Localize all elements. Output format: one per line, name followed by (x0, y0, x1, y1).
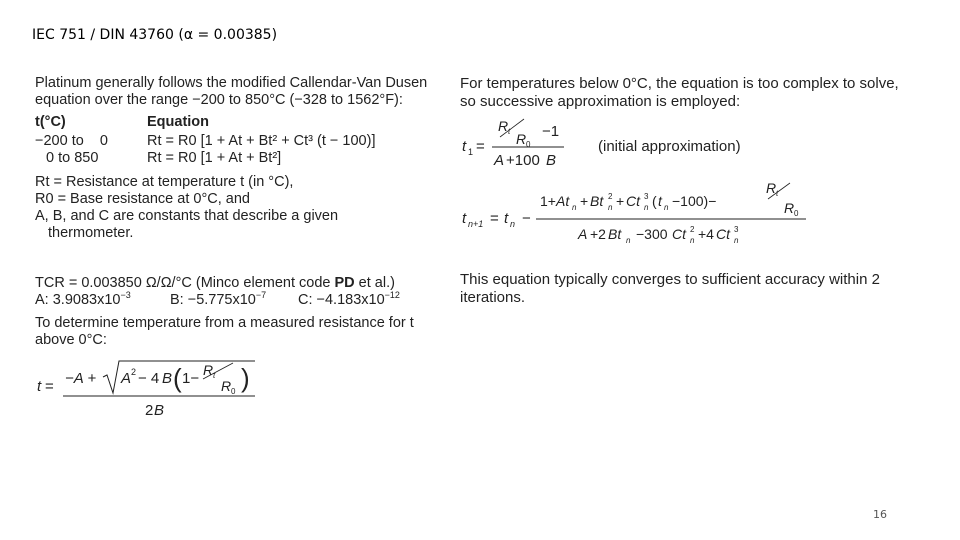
definition-item: Rt = Resistance at temperature t (in °C), (35, 174, 294, 190)
approximation-formulas (460, 111, 900, 261)
coef-b: B: −5.775x10 (170, 292, 256, 308)
svg-text:3: 3 (644, 192, 649, 201)
svg-text:n: n (510, 219, 516, 229)
svg-text:−100)−: −100)− (672, 193, 717, 209)
svg-text:Ct: Ct (626, 193, 640, 209)
svg-text:R: R (516, 131, 527, 147)
svg-text:(: ( (652, 193, 657, 209)
svg-text:t: t (508, 127, 511, 136)
svg-text:n: n (626, 236, 631, 245)
conclusion-text: This equation typically converges to sufficient accuracy within 2 iterations. (460, 271, 880, 306)
svg-text:At: At (556, 193, 570, 209)
svg-text:R: R (766, 180, 777, 196)
svg-text:R: R (221, 378, 232, 394)
svg-text:): ) (241, 363, 250, 393)
svg-text:0: 0 (794, 209, 799, 218)
coef-b-exp: −7 (255, 290, 267, 301)
row-range: −200 to 0 (35, 133, 108, 149)
definition-item: A, B, and C are constants that describe a given thermometer. (35, 208, 339, 241)
svg-text:t: t (504, 210, 509, 227)
inverse-formula (35, 353, 295, 423)
intro-text: Platinum generally follows the modified Callendar-Van Dusen equation over the range −200 to 850°C (−328 to 1562°F): (35, 75, 428, 108)
row-equation: Rt = R0 [1 + At + Bt²] (147, 150, 282, 166)
svg-text:A: A (494, 152, 505, 169)
svg-text:t: t (776, 189, 779, 198)
svg-text:R: R (784, 200, 795, 216)
svg-text:t: t (37, 378, 42, 395)
svg-text:A: A (578, 226, 588, 242)
coefficients (35, 292, 435, 309)
svg-text:1−: 1− (182, 370, 200, 387)
svg-text:1: 1 (468, 147, 474, 157)
svg-text:n: n (734, 236, 739, 245)
tcr-code: PD (334, 275, 355, 291)
svg-text:=: = (476, 138, 485, 155)
svg-text:+100: +100 (506, 152, 540, 169)
tcr-suffix: et al.) (354, 275, 395, 291)
svg-text:Bt: Bt (590, 193, 604, 209)
right-panel (460, 75, 920, 307)
coef-c-exp: −12 (384, 290, 400, 301)
svg-text:2: 2 (131, 367, 137, 377)
svg-text:R: R (203, 362, 214, 378)
svg-text:n: n (572, 203, 577, 212)
coef-c: C: −4.183x10 (298, 292, 385, 308)
determine-text: To determine temperature from a measured resistance for t above 0°C: (35, 315, 414, 348)
svg-text:0: 0 (231, 387, 236, 396)
svg-text:t: t (213, 371, 216, 380)
row-equation: Rt = R0 [1 + At + Bt² + Ct³ (t − 100)] (147, 133, 376, 149)
svg-text:A: A (121, 370, 132, 387)
table-row (35, 150, 435, 167)
svg-text:Bt: Bt (608, 226, 622, 242)
svg-text:=: = (45, 378, 54, 395)
definition-item: R0 = Base resistance at 0°C, and (35, 191, 250, 207)
svg-text:n+1: n+1 (468, 219, 484, 229)
svg-text:n: n (644, 203, 649, 212)
definitions (35, 174, 435, 242)
tcr-prefix: TCR = 0.003850 Ω/Ω/°C (Minco element code (35, 275, 335, 291)
svg-text:2: 2 (145, 402, 154, 419)
initial-approx-label: (initial approximation) (598, 138, 741, 155)
header-equation: Equation (147, 114, 210, 130)
svg-text:n: n (664, 203, 669, 212)
svg-text:−: − (522, 210, 531, 227)
svg-text:(: ( (173, 363, 182, 393)
coef-a: A: 3.9083x10 (35, 292, 121, 308)
svg-text:+4: +4 (698, 226, 714, 242)
svg-text:n: n (608, 203, 613, 212)
svg-text:Ct: Ct (672, 226, 686, 242)
svg-text:t: t (658, 193, 662, 209)
svg-text:t: t (462, 210, 467, 227)
svg-text:B: B (162, 370, 173, 387)
svg-text:−1: −1 (542, 123, 560, 140)
svg-text:+: + (616, 193, 625, 209)
svg-text:B: B (546, 152, 557, 169)
svg-text:2: 2 (690, 225, 695, 234)
svg-text:−A +: −A + (65, 370, 97, 387)
header-temp: t(°C) (35, 114, 66, 130)
svg-text:1+: 1+ (540, 193, 556, 209)
tcr-block (35, 275, 435, 309)
svg-text:3: 3 (734, 225, 739, 234)
svg-text:t: t (462, 138, 467, 155)
slide-title: IEC 751 / DIN 43760 (α = 0.00385) (32, 27, 278, 43)
svg-text:− 4: − 4 (138, 370, 160, 387)
table-row (35, 133, 435, 150)
svg-text:−300: −300 (636, 226, 668, 242)
svg-text:+2: +2 (590, 226, 606, 242)
row-range: 0 to 850 (46, 150, 99, 166)
page-number: 16 (873, 508, 887, 521)
svg-text:B: B (154, 402, 165, 419)
table-header (35, 114, 435, 131)
svg-text:2: 2 (608, 192, 613, 201)
left-panel (35, 75, 435, 423)
svg-text:n: n (690, 236, 695, 245)
svg-text:+: + (580, 193, 589, 209)
coef-a-exp: −3 (120, 290, 131, 301)
svg-text:R: R (498, 118, 509, 134)
right-intro-text: For temperatures below 0°C, the equation is too complex to solve, so successive approximation is employed: (460, 75, 899, 110)
svg-text:=: = (490, 210, 499, 227)
svg-text:Ct: Ct (716, 226, 730, 242)
svg-text:0: 0 (526, 140, 531, 149)
